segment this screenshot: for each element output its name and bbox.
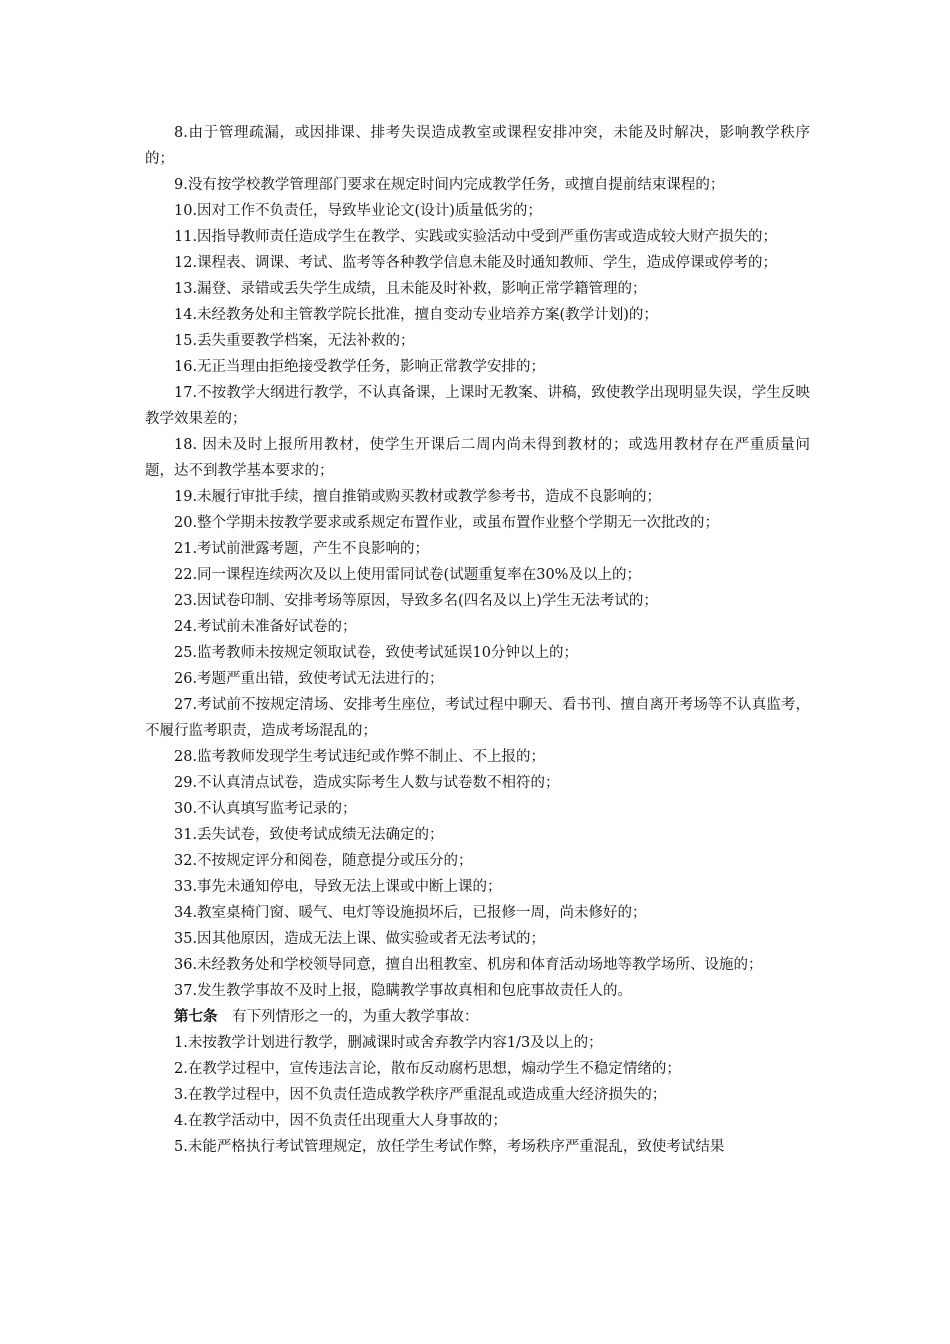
list-item: 4.在教学活动中，因不负责任出现重大人身事故的； [174, 1113, 507, 1129]
list-item: 29.不认真清点试卷，造成实际考生人数与试卷数不相符的； [174, 775, 560, 791]
list-item: 5.未能严格执行考试管理规定，放任学生考试作弊，考场秩序严重混乱，致使考试结果 [174, 1139, 725, 1155]
list-item: 11.因指导教师责任造成学生在教学、实践或实验活动中受到严重伤害或造成较大财产损失的； [174, 229, 778, 245]
article-7-label: 第七条 [174, 1008, 218, 1025]
list-item: 1.未按教学计划进行教学，删减课时或舍弃教学内容1/3及以上的； [174, 1035, 603, 1051]
major-accident-list [145, 1030, 810, 1160]
list-item: 8.由于管理疏漏，或因排课、排考失误造成教室或课程安排冲突，未能及时解决，影响教学秩序的； [145, 125, 810, 167]
list-item: 26.考题严重出错，致使考试无法进行的； [174, 671, 444, 687]
list-item: 37.发生教学事故不及时上报，隐瞒教学事故真相和包庇事故责任人的。 [174, 983, 633, 999]
list-item: 13.漏登、录错或丢失学生成绩，且未能及时补救，影响正常学籍管理的； [174, 281, 647, 297]
list-item: 17.不按教学大纲进行教学，不认真备课，上课时无教案、讲稿，致使教学出现明显失误，学生反映教学效果差的； [145, 385, 810, 427]
list-item: 27.考试前不按规定清场、安排考生座位，考试过程中聊天、看书刊、擅自离开考场等不认真监考，不履行监考职责，造成考场混乱的； [145, 697, 810, 739]
list-item: 10.因对工作不负责任，导致毕业论文(设计)质量低劣的； [174, 203, 542, 219]
article-7-text: 有下列情形之一的，为重大教学事故： [217, 1009, 479, 1025]
list-item: 22.同一课程连续两次及以上使用雷同试卷(试题重复率在30%及以上的； [174, 567, 641, 583]
article-7-heading [145, 1004, 810, 1030]
list-item: 23.因试卷印制、安排考场等原因，导致多名(四名及以上)学生无法考试的； [174, 593, 658, 609]
list-item: 14.未经教务处和主管教学院长批准，擅自变动专业培养方案(教学计划)的； [174, 307, 658, 323]
list-item: 30.不认真填写监考记录的； [174, 801, 357, 817]
list-item: 16.无正当理由拒绝接受教学任务，影响正常教学安排的； [174, 359, 546, 375]
list-item: 15.丢失重要教学档案，无法补救的； [174, 333, 415, 349]
list-item: 36.未经教务处和学校领导同意，擅自出租教室、机房和体育活动场地等教学场所、设施的； [174, 957, 763, 973]
list-item: 31.丢失试卷，致使考试成绩无法确定的； [174, 827, 444, 843]
minor-accident-list [145, 120, 810, 1004]
list-item: 21.考试前泄露考题，产生不良影响的； [174, 541, 430, 557]
list-item: 25.监考教师未按规定领取试卷，致使考试延误10分钟以上的； [174, 645, 579, 661]
list-item: 24.考试前未准备好试卷的； [174, 619, 357, 635]
list-item: 9.没有按学校教学管理部门要求在规定时间内完成教学任务，或擅自提前结束课程的； [174, 177, 725, 193]
list-item: 32.不按规定评分和阅卷，随意提分或压分的； [174, 853, 473, 869]
list-item: 28.监考教师发现学生考试违纪或作弊不制止、不上报的； [174, 749, 546, 765]
list-item: 35.因其他原因，造成无法上课、做实验或者无法考试的； [174, 931, 546, 947]
list-item: 34.教室桌椅门窗、暖气、电灯等设施损坏后，已报修一周，尚未修好的； [174, 905, 647, 921]
list-item: 18. 因未及时上报所用教材，使学生开课后二周内尚未得到教材的；或选用教材存在严重质量问题，达不到教学基本要求的； [145, 437, 810, 479]
list-item: 20.整个学期未按教学要求或系规定布置作业，或虽布置作业整个学期无一次批改的； [174, 515, 720, 531]
document-page [145, 120, 810, 1160]
list-item: 19.未履行审批手续，擅自推销或购买教材或教学参考书，造成不良影响的； [174, 489, 662, 505]
list-item: 2.在教学过程中，宣传违法言论，散布反动腐朽思想，煽动学生不稳定情绪的； [174, 1061, 681, 1077]
list-item: 12.课程表、调课、考试、监考等各种教学信息未能及时通知教师、学生，造成停课或停考的； [174, 255, 778, 271]
list-item: 33.事先未通知停电，导致无法上课或中断上课的； [174, 879, 502, 895]
list-item: 3.在教学过程中，因不负责任造成教学秩序严重混乱或造成重大经济损失的； [174, 1087, 667, 1103]
